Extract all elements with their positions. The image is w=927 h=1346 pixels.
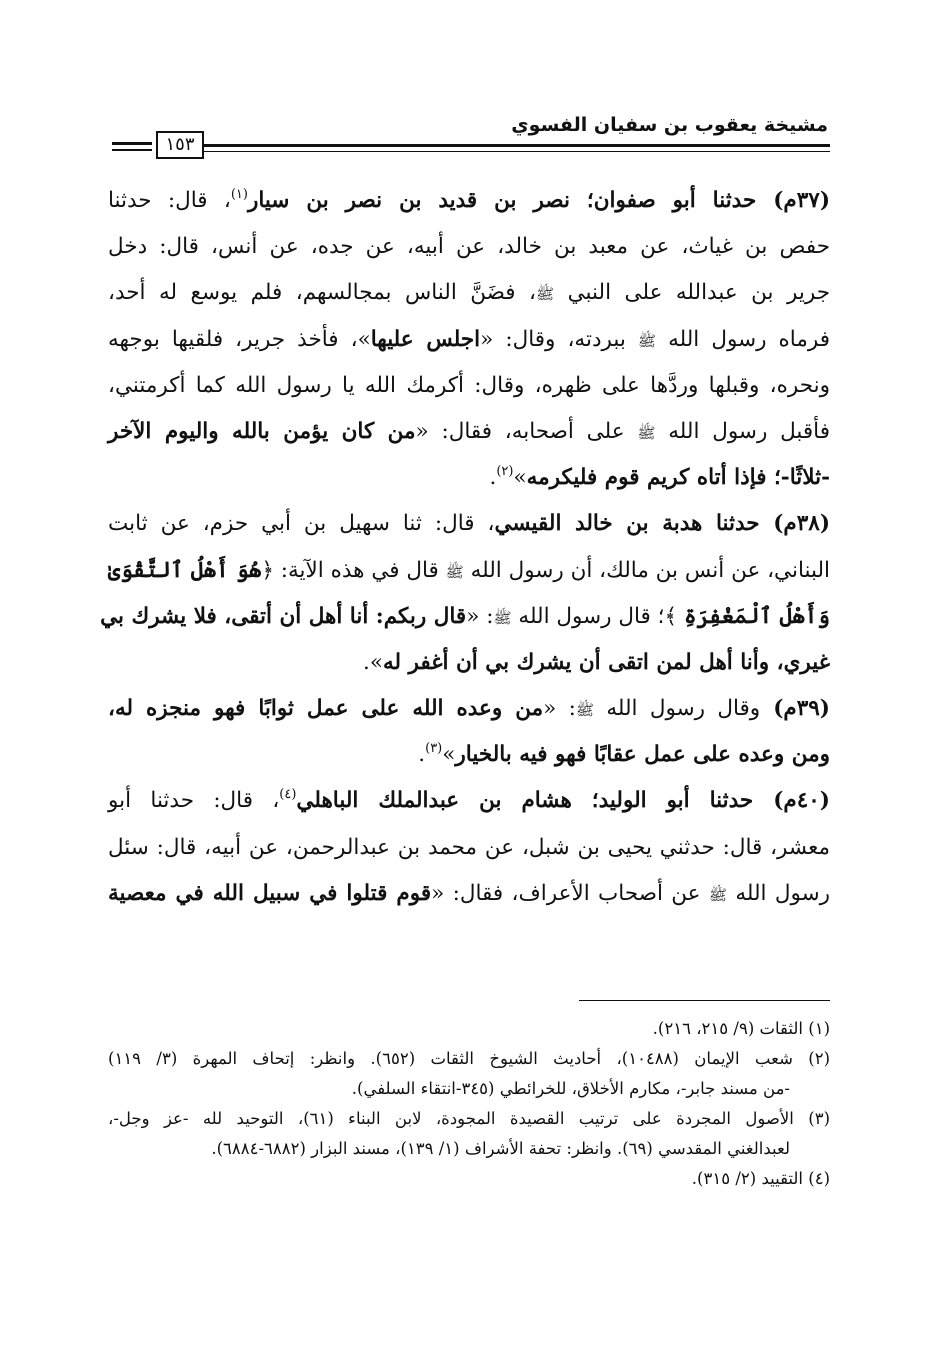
text-segment: ، فضَنَّ الناس بمجالسهم، فلم يوسع له أحد، bbox=[108, 280, 537, 306]
text-segment: هُوَ أَهْلُ ٱلتَّقْوَىٰ bbox=[107, 557, 262, 583]
text-segment: ، قال: حدثنا bbox=[108, 188, 231, 213]
running-title: مشيخة يعقوب بن سفيان الفسوي bbox=[511, 114, 828, 136]
salla-glyph: ﷺ bbox=[637, 423, 656, 442]
text-segment: من كان يؤمن بالله واليوم الآخر bbox=[108, 418, 416, 444]
footnote-ref: (٣) bbox=[425, 741, 443, 757]
text-segment: : « bbox=[466, 603, 494, 629]
text-segment: من وعده الله على عمل ثوابًا فهو منجزه له، bbox=[108, 696, 544, 722]
footnote-line: (١) الثقات (٩/ ٢١٥، ٢١٦). bbox=[652, 1019, 830, 1038]
text-segment: »، فأخذ جرير، فلقيها بوجهه bbox=[108, 326, 371, 352]
text-line bbox=[108, 548, 830, 594]
text-segment: » bbox=[513, 465, 527, 491]
salla-glyph: ﷺ bbox=[708, 885, 727, 904]
footnote-ref: (٤) bbox=[279, 787, 297, 803]
text-segment: وَأَهْلُ ٱلْمَغْفِرَةِ bbox=[683, 603, 830, 629]
text-segment: حدثنا أبو صفوان؛ نصر بن قديد بن نصر بن سيار bbox=[247, 188, 757, 213]
text-line bbox=[108, 270, 830, 316]
text-segment: اجلس عليها bbox=[370, 326, 481, 352]
text-segment: وقال رسول الله bbox=[594, 696, 761, 722]
text-line bbox=[108, 224, 830, 270]
text-line bbox=[108, 640, 830, 686]
text-line bbox=[108, 178, 830, 224]
text-segment: حدثنا هدبة بن خالد القيسي bbox=[494, 511, 760, 537]
text-segment: (٣٨م) bbox=[759, 511, 830, 537]
text-line bbox=[108, 501, 830, 547]
text-line bbox=[108, 409, 830, 455]
page-number: ١٥٣ bbox=[156, 131, 204, 159]
text-segment: ، قال: ثنا سهيل بن أبي حزم، عن ثابت bbox=[108, 511, 495, 537]
footnote-line: (٣) الأصول المجردة على ترتيب القصيدة المجودة، لابن البناء (٦١)، التوحيد لله -عز وجل-، bbox=[108, 1109, 830, 1128]
text-segment: فرماه رسول الله bbox=[656, 326, 830, 352]
text-line bbox=[108, 871, 830, 917]
running-header bbox=[112, 112, 830, 162]
text-segment: ، قال: حدثنا أبو bbox=[108, 788, 280, 814]
footnote-line: (٢) شعب الإيمان (١٠٤٨٨)، أحاديث الشيوخ الثقات (٦٥٢). وانظر: إتحاف المهرة (٣/ ١١٩) bbox=[108, 1049, 830, 1068]
footnote-separator bbox=[579, 1000, 830, 1001]
salla-glyph: ﷺ bbox=[445, 562, 464, 581]
text-segment: ببردته، وقال: « bbox=[480, 326, 638, 352]
footnote-line: لعبدالغني المقدسي (٦٩). وانظر: تحفة الأشراف (١/ ١٣٩)، مسند البزار (٦٨٨٢-٦٨٨٤). bbox=[211, 1139, 790, 1158]
text-segment: (٤٠م) bbox=[753, 788, 830, 814]
main-text bbox=[100, 178, 830, 917]
salla-glyph: ﷺ bbox=[575, 701, 595, 720]
text-line bbox=[108, 455, 830, 501]
text-segment: قال في هذه الآية: ﴿ bbox=[261, 557, 446, 583]
text-segment: -ثلاثًا-؛ فإذا أتاه كريم قوم فليكرمه bbox=[526, 465, 830, 491]
header-ornament-thin bbox=[112, 149, 152, 151]
text-line bbox=[108, 778, 830, 824]
text-segment: (٣٧م) bbox=[756, 188, 830, 213]
text-segment: » bbox=[442, 742, 456, 768]
text-segment: حدثنا أبو الوليد؛ هشام بن عبدالملك الباهلي bbox=[296, 788, 754, 814]
text-segment: قال ربكم: أنا أهل أن أتقى، فلا يشرك بي bbox=[100, 603, 467, 629]
text-segment: رسول الله bbox=[726, 880, 830, 906]
text-line bbox=[108, 363, 830, 409]
text-segment: البناني، عن أنس بن مالك، أن رسول الله bbox=[463, 557, 830, 583]
footnote-ref: (٢) bbox=[496, 464, 514, 480]
text-segment: ونحره، وقبلها وردَّها على ظهره، وقال: أكرمك الله يا رسول الله كما أكرمتني، bbox=[108, 372, 830, 398]
text-segment: فأقبل رسول الله bbox=[655, 418, 830, 444]
text-segment: (٣٩م) bbox=[760, 696, 830, 722]
text-line bbox=[100, 594, 830, 640]
salla-glyph: ﷺ bbox=[493, 608, 512, 627]
footnote-line: -من مسند جابر-، مكارم الأخلاق، للخرائطي (٣٤٥-انتقاء السلفي). bbox=[351, 1079, 790, 1098]
header-rule-thin bbox=[204, 151, 830, 152]
text-segment: غيري، وأنا أهل لمن اتقى أن يشرك بي أن أغفر له bbox=[382, 649, 830, 675]
footnote-ref: (١) bbox=[230, 187, 248, 202]
text-line bbox=[108, 317, 830, 363]
text-segment: . bbox=[489, 465, 497, 491]
text-segment: ﴾؛ قال رسول الله bbox=[511, 603, 684, 629]
header-ornament bbox=[112, 142, 152, 145]
text-segment: . bbox=[418, 742, 426, 768]
text-segment: معشر، قال: حدثني يحيى بن شبل، عن محمد بن عبدالرحمن، عن أبيه، قال: سئل bbox=[108, 834, 830, 860]
salla-glyph: ﷺ bbox=[637, 331, 657, 350]
text-segment: ومن وعده على عمل عقابًا فهو فيه بالخيار bbox=[455, 742, 830, 768]
text-segment: ». bbox=[362, 649, 383, 675]
text-segment: على أصحابه، فقال: « bbox=[415, 418, 638, 444]
text-segment: جرير بن عبدالله على النبي bbox=[554, 280, 830, 306]
text-line bbox=[108, 686, 830, 732]
text-segment: حفص بن غياث، عن معبد بن خالد، عن أبيه، عن جده، عن أنس، قال: دخل bbox=[108, 234, 830, 260]
text-segment: قوم قتلوا في سبيل الله في معصية bbox=[108, 880, 432, 906]
header-rule bbox=[204, 144, 830, 147]
text-line bbox=[108, 732, 830, 778]
text-segment: عن أصحاب الأعراف، فقال: « bbox=[431, 880, 709, 906]
text-segment: : « bbox=[543, 696, 576, 722]
footnotes bbox=[108, 1014, 830, 1194]
text-line bbox=[108, 825, 830, 871]
salla-glyph: ﷺ bbox=[536, 285, 555, 304]
footnote-line: (٤) التقييد (٢/ ٣١٥). bbox=[691, 1169, 830, 1188]
